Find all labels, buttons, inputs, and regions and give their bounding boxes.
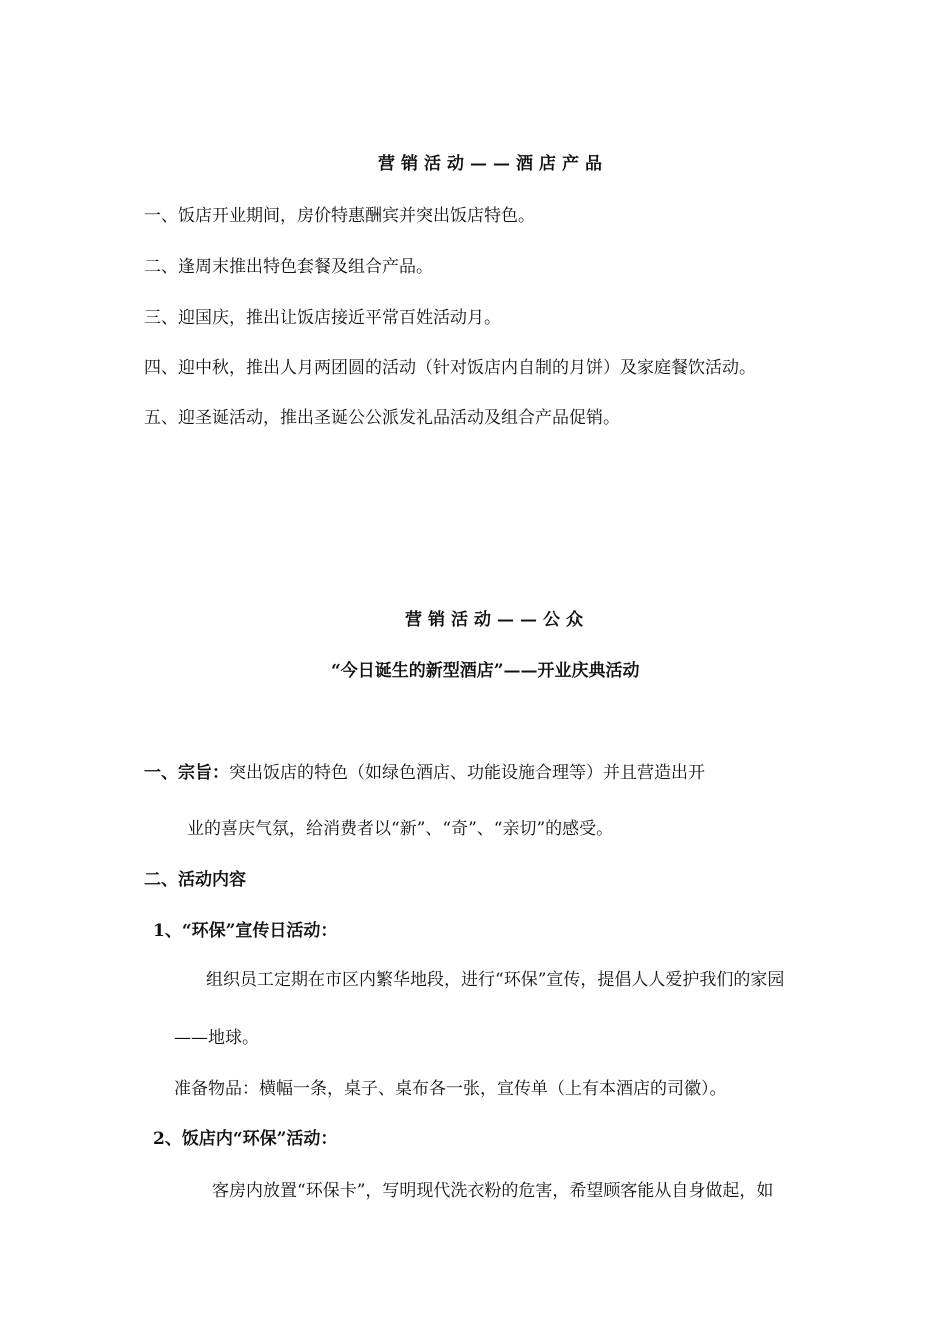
section1-item-5: 五、迎圣诞活动，推出圣诞公公派发礼品活动及组合产品促销。: [144, 408, 620, 428]
section1-title: 营销活动——酒店产品: [378, 154, 608, 174]
purpose-paragraph: [144, 762, 705, 784]
activity2-heading: 2、饭店内“环保”活动：: [153, 1129, 338, 1149]
section2-subtitle: “今日诞生的新型酒店”——开业庆典活动: [331, 661, 640, 681]
activity1-supplies: 准备物品：横幅一条，桌子、桌布各一张，宣传单（上有本酒店的司徽）。: [174, 1079, 727, 1099]
section1-item-4: 四、迎中秋，推出人月两团圆的活动（针对饭店内自制的月饼）及家庭餐饮活动。: [144, 358, 756, 378]
activity1-text-cont: ——地球。: [174, 1028, 259, 1048]
section1-item-2: 二、逢周末推出特色套餐及组合产品。: [144, 257, 433, 277]
activity1-text: 组织员工定期在市区内繁华地段，进行“环保”宣传，提倡人人爱护我们的家园: [206, 970, 785, 990]
section1-item-3: 三、迎国庆，推出让饭店接近平常百姓活动月。: [144, 308, 501, 328]
purpose-label: 一、宗旨：: [144, 763, 229, 783]
activity1-heading: 1、“环保”宣传日活动：: [153, 921, 338, 941]
activity2-text: 客房内放置“环保卡”，写明现代洗衣粉的危害，希望顾客能从自身做起，如: [212, 1181, 774, 1201]
purpose-text-cont: 业的喜庆气氛，给消费者以“新”、“奇”、“亲切”的感受。: [187, 819, 614, 839]
section1-item-1: 一、饭店开业期间，房价特惠酬宾并突出饭店特色。: [144, 206, 535, 226]
content-heading: 二、活动内容: [144, 870, 246, 890]
purpose-text: 突出饭店的特色（如绿色酒店、功能设施合理等）并且营造出开: [229, 763, 705, 783]
section2-title: 营销活动——公众: [405, 610, 589, 630]
